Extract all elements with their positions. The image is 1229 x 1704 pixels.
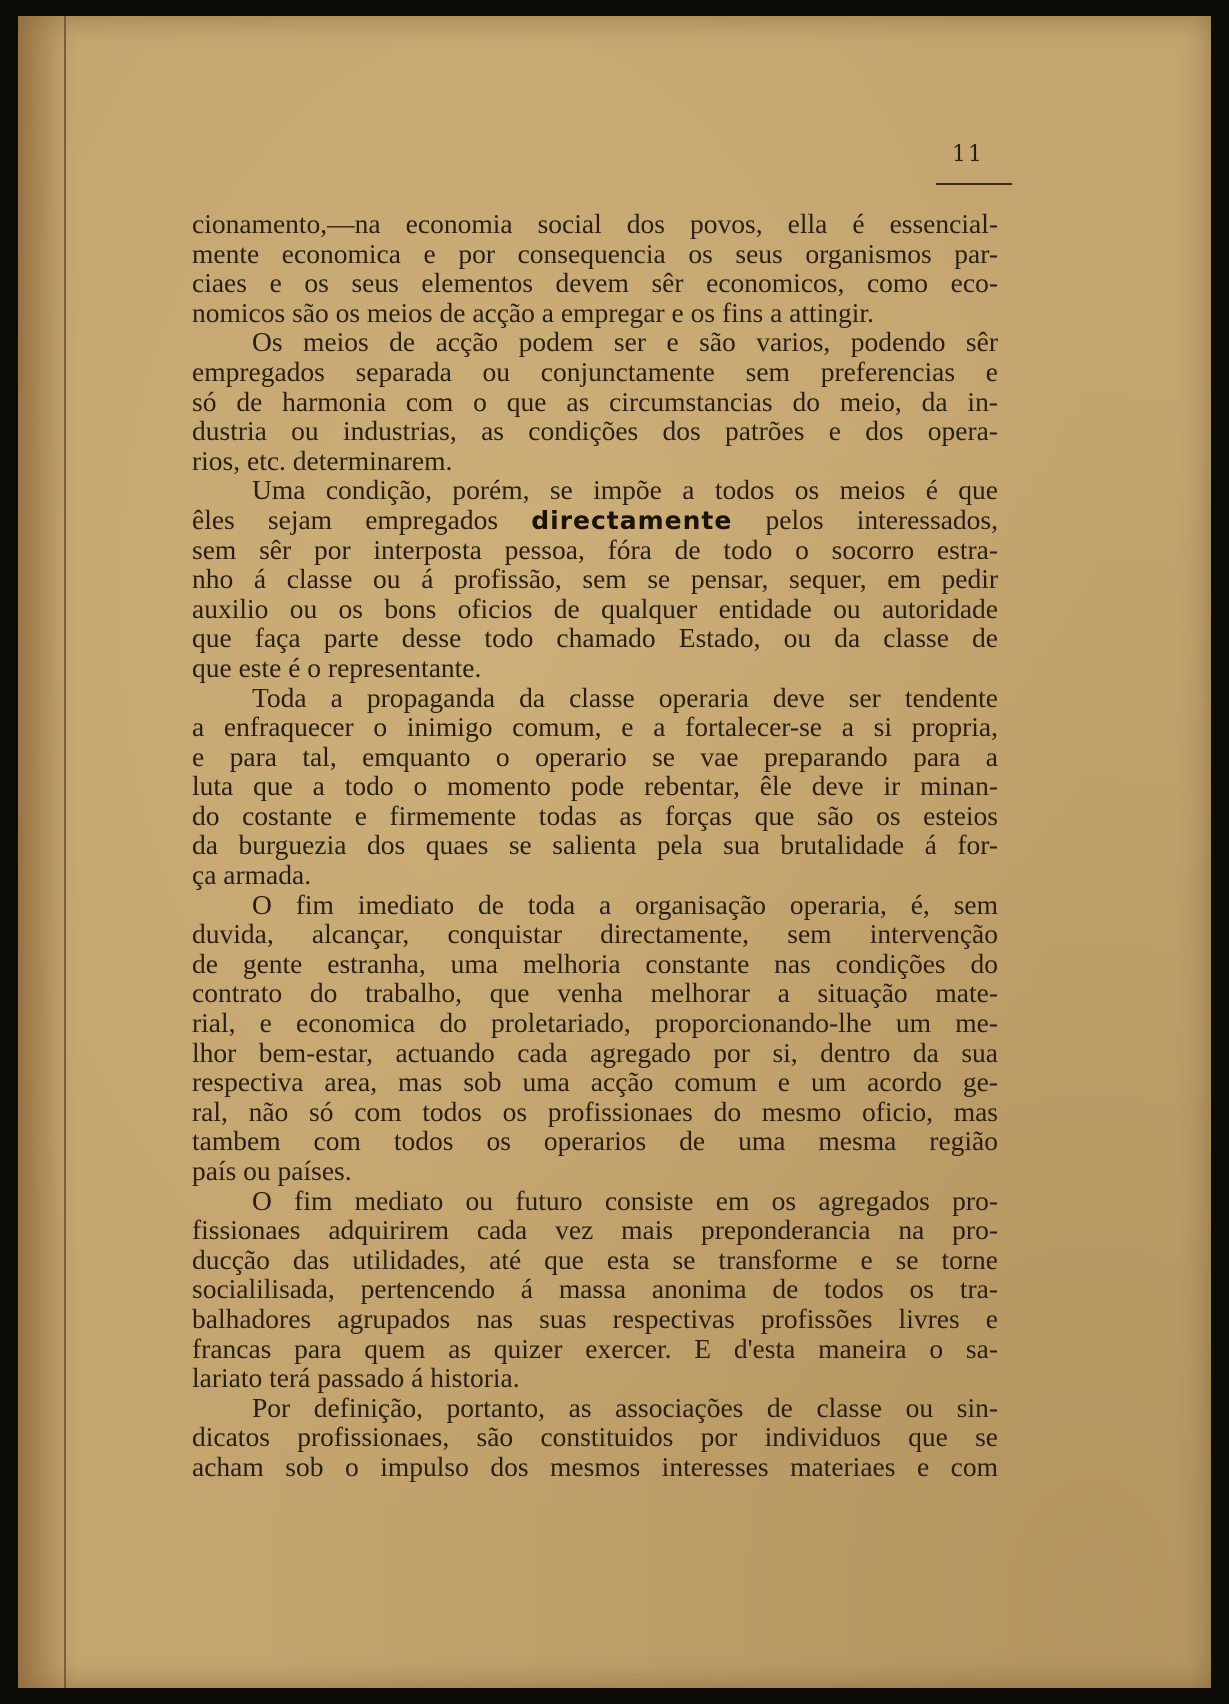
text-line: contrato do trabalho, que venha melhorar a situação mate- [192, 977, 998, 1009]
text-line: duvida, alcançar, conquistar directamente, sem intervenção [192, 918, 998, 950]
text-line: respectiva area, mas sob uma acção comum e um acordo ge- [192, 1066, 998, 1098]
paragraph-start-line: Por definição, portanto, as associações de classe ou sin- [252, 1391, 998, 1423]
text-line: dicatos profissionaes, são constituidos por individuos que se [192, 1421, 998, 1453]
paragraph-start-line: Uma condição, porém, se impõe a todos os meios é que [252, 474, 998, 506]
text-line: sem sêr por interposta pessoa, fóra de todo o socorro estra- [192, 533, 998, 565]
text-line: rios, etc. determinarem. [192, 444, 453, 476]
text-line: que faça parte desse todo chamado Estado, ou da classe de [192, 622, 998, 654]
text-line: empregados separada ou conjunctamente sem preferencias e [192, 355, 998, 387]
text-line: nomicos são os meios de acção a empregar e os fins a attingir. [192, 296, 874, 328]
page-binding-edge [18, 16, 66, 1688]
text-line-with-emphasis [192, 505, 998, 535]
page-number: 11 [952, 142, 984, 167]
text-line: rial, e economica do proletariado, proporcionando-lhe um me- [192, 1007, 998, 1039]
text-line: socialilisada, pertencendo á massa anonima de todos os tra- [192, 1273, 998, 1305]
text-line: do costante e firmemente todas as forças que são os esteios [192, 799, 998, 831]
text-line: lhor bem-estar, actuando cada agregado por si, dentro da sua [192, 1036, 998, 1068]
text-line: ça armada. [192, 859, 312, 891]
text-line: da burguezia dos quaes se salienta pela sua brutalidade á for- [192, 829, 998, 861]
text-line: acham sob o impulso dos mesmos interesses materiaes e com [192, 1450, 998, 1482]
text-line: nho á classe ou á profissão, sem se pensar, sequer, em pedir [192, 563, 998, 595]
paragraph-start-line: O fim imediato de toda a organisação operaria, é, sem [252, 888, 998, 920]
text-segment: êles sejam empregados [192, 503, 499, 535]
page-number-underline [936, 183, 1012, 185]
body-text [192, 209, 998, 1482]
text-line: de gente estranha, uma melhoria constante nas condições do [192, 947, 998, 979]
text-line: país ou países. [192, 1155, 352, 1186]
emphasized-word: directamente [531, 505, 733, 535]
text-line: francas para quem as quizer exercer. E d'esta maneira o sa- [192, 1332, 998, 1364]
text-line: que este é o representante. [192, 651, 482, 683]
text-line: só de harmonia com o que as circumstancias do meio, da in- [192, 385, 998, 417]
text-line: luta que a todo o momento pode rebentar, êle deve ir minan- [192, 770, 998, 802]
text-line: ciaes e os seus elementos devem sêr economicos, como eco- [192, 267, 998, 299]
text-line: auxilio ou os bons oficios de qualquer entidade ou autoridade [192, 592, 998, 624]
text-line: balhadores agrupados nas suas respectivas profissões livres e [192, 1302, 998, 1334]
text-line: e para tal, emquanto o operario se vae preparando para a [192, 740, 998, 772]
text-line: a enfraquecer o inimigo comum, e a fortalecer-se a si propria, [192, 711, 998, 743]
text-line: fissionaes adquirirem cada vez mais preponderancia na pro- [192, 1214, 998, 1246]
text-line: ducção das utilidades, até que esta se transforme e se torne [192, 1243, 998, 1275]
text-line: lariato terá passado á historia. [192, 1362, 520, 1394]
paragraph-start-line: O fim mediato ou futuro consiste em os agregados pro- [252, 1184, 998, 1216]
paragraph-start-line: Toda a propaganda da classe operaria deve ser tendente [252, 681, 998, 713]
text-line: tambem com todos os operarios de uma mesma região [192, 1125, 998, 1157]
text-line: mente economica e por consequencia os seus organismos par- [192, 237, 998, 269]
paragraph-start-line: Os meios de acção podem ser e são varios, podendo sêr [252, 326, 998, 358]
text-line: dustria ou industrias, as condições dos patrões e dos opera- [192, 415, 998, 447]
text-line: cionamento,—na economia social dos povos, ella é essencial- [192, 208, 998, 239]
text-segment: pelos interessados, [765, 503, 998, 535]
text-line: ral, não só com todos os profissionaes do mesmo oficio, mas [192, 1095, 998, 1127]
